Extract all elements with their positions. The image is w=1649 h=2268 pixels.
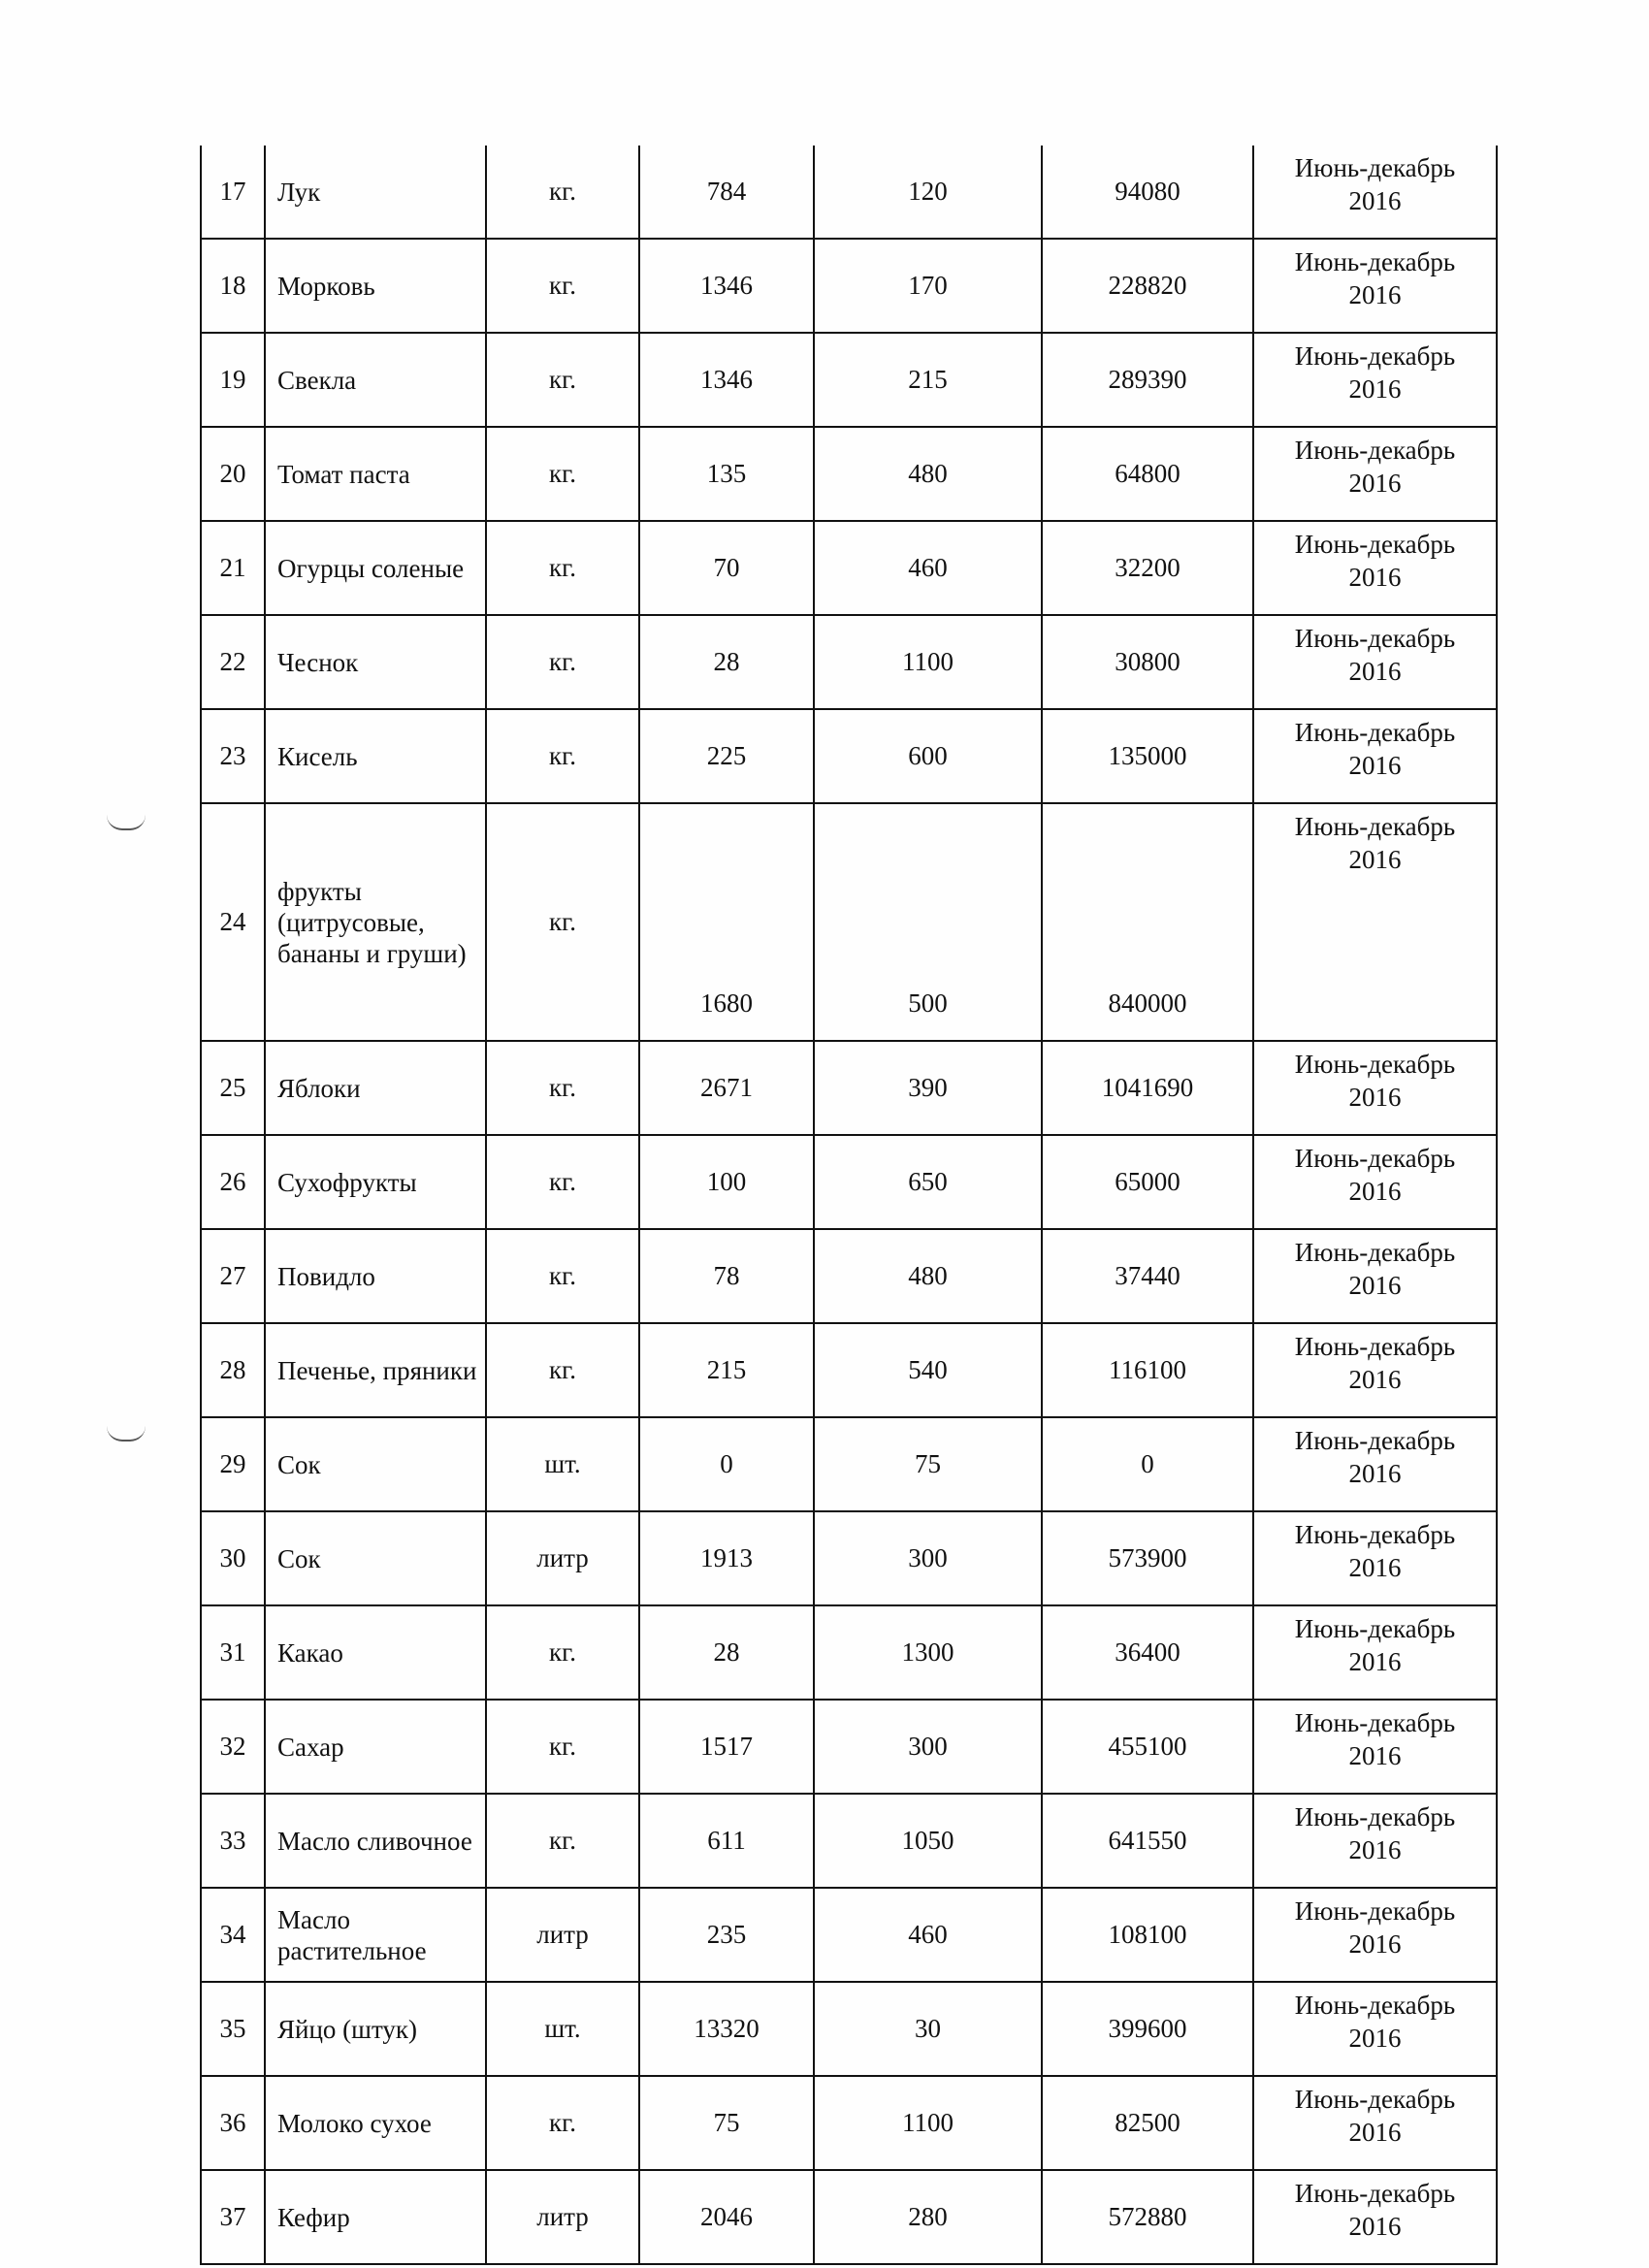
price-cell: 650 [814,1135,1042,1229]
delivery-period-cell [1253,803,1497,1041]
table-row [201,146,1497,239]
sum-cell: 641550 [1042,1794,1253,1888]
row-number-cell: 19 [201,333,265,427]
unit-cell: кг. [486,1605,639,1700]
sum-cell: 32200 [1042,521,1253,615]
delivery-period-months: Июнь-декабрь [1294,1050,1456,1079]
price-cell: 390 [814,1041,1042,1135]
price-cell: 500 [814,803,1042,1041]
row-number-cell: 37 [201,2170,265,2264]
sum-cell: 573900 [1042,1511,1253,1605]
table-row [201,615,1497,709]
goods-table [200,146,1498,2265]
delivery-period-months: Июнь-декабрь [1294,153,1456,182]
table-row [201,1041,1497,1135]
product-name-cell: Кефир [265,2170,486,2264]
sum-cell: 37440 [1042,1229,1253,1323]
punch-hole-mark [107,1426,146,1442]
delivery-period-cell [1253,333,1497,427]
row-number-cell: 36 [201,2076,265,2170]
product-name-cell: Томат паста [265,427,486,521]
delivery-period-months: Июнь-декабрь [1294,1332,1456,1361]
delivery-period-cell [1253,239,1497,333]
delivery-period-year: 2016 [1348,2118,1402,2147]
price-cell: 1300 [814,1605,1042,1700]
row-number-cell: 34 [201,1888,265,1982]
sum-cell: 82500 [1042,2076,1253,2170]
sum-cell: 64800 [1042,427,1253,521]
table-row [201,1323,1497,1417]
price-cell: 30 [814,1982,1042,2076]
table-row [201,2076,1497,2170]
delivery-period-months: Июнь-декабрь [1294,1144,1456,1173]
unit-cell: кг. [486,1700,639,1794]
unit-cell: кг. [486,427,639,521]
product-name-cell: Морковь [265,239,486,333]
quantity-cell: 1517 [639,1700,814,1794]
row-number-cell: 17 [201,146,265,239]
table-row [201,1794,1497,1888]
unit-cell: кг. [486,1229,639,1323]
delivery-period-months: Июнь-декабрь [1294,624,1456,653]
sum-cell: 289390 [1042,333,1253,427]
delivery-period-year: 2016 [1348,1741,1402,1770]
quantity-cell: 215 [639,1323,814,1417]
delivery-period-cell [1253,1700,1497,1794]
price-cell: 1100 [814,615,1042,709]
table-row [201,1417,1497,1511]
delivery-period-months: Июнь-декабрь [1294,1896,1456,1926]
product-name-cell: Сахар [265,1700,486,1794]
delivery-period-cell [1253,1229,1497,1323]
sum-cell: 1041690 [1042,1041,1253,1135]
delivery-period-cell [1253,427,1497,521]
product-name-cell: Огурцы соленые [265,521,486,615]
price-cell: 460 [814,1888,1042,1982]
delivery-period-months: Июнь-декабрь [1294,1614,1456,1643]
delivery-period-cell [1253,1982,1497,2076]
sum-cell: 36400 [1042,1605,1253,1700]
delivery-period-months: Июнь-декабрь [1294,1520,1456,1549]
product-name-cell: Сок [265,1511,486,1605]
unit-cell: кг. [486,2076,639,2170]
delivery-period-months: Июнь-декабрь [1294,1802,1456,1831]
sum-cell: 572880 [1042,2170,1253,2264]
quantity-cell: 28 [639,615,814,709]
delivery-period-months: Июнь-декабрь [1294,530,1456,559]
delivery-period-months: Июнь-декабрь [1294,247,1456,276]
delivery-period-year: 2016 [1348,469,1402,498]
delivery-period-cell [1253,1511,1497,1605]
delivery-period-cell [1253,1323,1497,1417]
goods-table-body [201,146,1497,2264]
quantity-cell: 2671 [639,1041,814,1135]
table-row [201,1511,1497,1605]
quantity-cell: 611 [639,1794,814,1888]
row-number-cell: 26 [201,1135,265,1229]
delivery-period-year: 2016 [1348,1177,1402,1206]
row-number-cell: 25 [201,1041,265,1135]
table-row [201,521,1497,615]
price-cell: 540 [814,1323,1042,1417]
sum-cell: 94080 [1042,146,1253,239]
delivery-period-months: Июнь-декабрь [1294,1426,1456,1455]
table-row [201,803,1497,1041]
sum-cell: 65000 [1042,1135,1253,1229]
delivery-period-cell [1253,1794,1497,1888]
quantity-cell: 225 [639,709,814,803]
sum-cell: 30800 [1042,615,1253,709]
product-name-cell: Масло сливочное [265,1794,486,1888]
delivery-period-year: 2016 [1348,280,1402,309]
row-number-cell: 23 [201,709,265,803]
unit-cell: литр [486,1511,639,1605]
price-cell: 300 [814,1700,1042,1794]
sum-cell: 135000 [1042,709,1253,803]
unit-cell: кг. [486,1794,639,1888]
unit-cell: кг. [486,709,639,803]
price-cell: 460 [814,521,1042,615]
delivery-period-cell [1253,709,1497,803]
quantity-cell: 1346 [639,239,814,333]
delivery-period-cell [1253,2076,1497,2170]
sum-cell: 228820 [1042,239,1253,333]
delivery-period-cell [1253,2170,1497,2264]
delivery-period-year: 2016 [1348,1553,1402,1582]
delivery-period-year: 2016 [1348,1835,1402,1864]
product-name-cell: Чеснок [265,615,486,709]
delivery-period-year: 2016 [1348,374,1402,404]
table-row [201,1605,1497,1700]
unit-cell: кг. [486,333,639,427]
product-name-cell: Молоко сухое [265,2076,486,2170]
product-name-cell: Печенье, пряники [265,1323,486,1417]
delivery-period-year: 2016 [1348,563,1402,592]
row-number-cell: 31 [201,1605,265,1700]
delivery-period-months: Июнь-декабрь [1294,1708,1456,1737]
delivery-period-months: Июнь-декабрь [1294,436,1456,465]
row-number-cell: 33 [201,1794,265,1888]
delivery-period-cell [1253,1041,1497,1135]
product-name-cell: фрукты (цитрусовые, бананы и груши) [265,803,486,1041]
row-number-cell: 32 [201,1700,265,1794]
delivery-period-months: Июнь-декабрь [1294,718,1456,747]
price-cell: 120 [814,146,1042,239]
price-cell: 215 [814,333,1042,427]
quantity-cell: 75 [639,2076,814,2170]
sum-cell: 116100 [1042,1323,1253,1417]
price-cell: 1100 [814,2076,1042,2170]
delivery-period-year: 2016 [1348,1929,1402,1959]
table-row [201,333,1497,427]
product-name-cell: Какао [265,1605,486,1700]
delivery-period-year: 2016 [1348,845,1402,874]
delivery-period-cell [1253,1135,1497,1229]
product-name-cell: Лук [265,146,486,239]
quantity-cell: 1680 [639,803,814,1041]
product-name-cell: Повидло [265,1229,486,1323]
row-number-cell: 22 [201,615,265,709]
unit-cell: кг. [486,1041,639,1135]
delivery-period-year: 2016 [1348,1083,1402,1112]
sum-cell: 455100 [1042,1700,1253,1794]
quantity-cell: 1346 [639,333,814,427]
unit-cell: кг. [486,239,639,333]
table-row [201,1888,1497,1982]
price-cell: 280 [814,2170,1042,2264]
quantity-cell: 0 [639,1417,814,1511]
table-row [201,1135,1497,1229]
row-number-cell: 18 [201,239,265,333]
unit-cell: кг. [486,521,639,615]
product-name-cell: Кисель [265,709,486,803]
row-number-cell: 29 [201,1417,265,1511]
unit-cell: кг. [486,1135,639,1229]
table-row [201,1982,1497,2076]
table-row [201,1700,1497,1794]
product-name-cell: Яйцо (штук) [265,1982,486,2076]
quantity-cell: 1913 [639,1511,814,1605]
delivery-period-cell [1253,146,1497,239]
unit-cell: кг. [486,615,639,709]
unit-cell: кг. [486,146,639,239]
delivery-period-year: 2016 [1348,2212,1402,2241]
table-row [201,709,1497,803]
delivery-period-year: 2016 [1348,1365,1402,1394]
row-number-cell: 27 [201,1229,265,1323]
product-name-cell: Сок [265,1417,486,1511]
quantity-cell: 70 [639,521,814,615]
price-cell: 1050 [814,1794,1042,1888]
delivery-period-cell [1253,1888,1497,1982]
quantity-cell: 28 [639,1605,814,1700]
table-row [201,1229,1497,1323]
product-name-cell: Масло растительное [265,1888,486,1982]
row-number-cell: 30 [201,1511,265,1605]
quantity-cell: 2046 [639,2170,814,2264]
quantity-cell: 784 [639,146,814,239]
delivery-period-months: Июнь-декабрь [1294,1991,1456,2020]
table-row [201,2170,1497,2264]
unit-cell: кг. [486,803,639,1041]
price-cell: 480 [814,427,1042,521]
price-cell: 600 [814,709,1042,803]
row-number-cell: 20 [201,427,265,521]
price-cell: 300 [814,1511,1042,1605]
product-name-cell: Яблоки [265,1041,486,1135]
sum-cell: 399600 [1042,1982,1253,2076]
delivery-period-cell [1253,615,1497,709]
delivery-period-months: Июнь-декабрь [1294,341,1456,371]
sum-cell: 0 [1042,1417,1253,1511]
delivery-period-year: 2016 [1348,751,1402,780]
quantity-cell: 78 [639,1229,814,1323]
delivery-period-cell [1253,1605,1497,1700]
sum-cell: 840000 [1042,803,1253,1041]
product-name-cell: Свекла [265,333,486,427]
delivery-period-year: 2016 [1348,1271,1402,1300]
delivery-period-year: 2016 [1348,657,1402,686]
unit-cell: кг. [486,1323,639,1417]
unit-cell: шт. [486,1417,639,1511]
unit-cell: литр [486,2170,639,2264]
quantity-cell: 235 [639,1888,814,1982]
product-name-cell: Сухофрукты [265,1135,486,1229]
quantity-cell: 13320 [639,1982,814,2076]
unit-cell: литр [486,1888,639,1982]
sum-cell: 108100 [1042,1888,1253,1982]
price-cell: 170 [814,239,1042,333]
row-number-cell: 21 [201,521,265,615]
delivery-period-months: Июнь-декабрь [1294,812,1456,841]
delivery-period-months: Июнь-декабрь [1294,1238,1456,1267]
table-row [201,239,1497,333]
row-number-cell: 35 [201,1982,265,2076]
delivery-period-year: 2016 [1348,1647,1402,1676]
table-row [201,427,1497,521]
delivery-period-year: 2016 [1348,2024,1402,2053]
quantity-cell: 100 [639,1135,814,1229]
price-cell: 75 [814,1417,1042,1511]
row-number-cell: 24 [201,803,265,1041]
unit-cell: шт. [486,1982,639,2076]
delivery-period-months: Июнь-декабрь [1294,2085,1456,2114]
delivery-period-cell [1253,521,1497,615]
delivery-period-cell [1253,1417,1497,1511]
punch-hole-mark [107,815,146,830]
delivery-period-year: 2016 [1348,1459,1402,1488]
quantity-cell: 135 [639,427,814,521]
delivery-period-year: 2016 [1348,186,1402,215]
price-cell: 480 [814,1229,1042,1323]
delivery-period-months: Июнь-декабрь [1294,2179,1456,2208]
row-number-cell: 28 [201,1323,265,1417]
